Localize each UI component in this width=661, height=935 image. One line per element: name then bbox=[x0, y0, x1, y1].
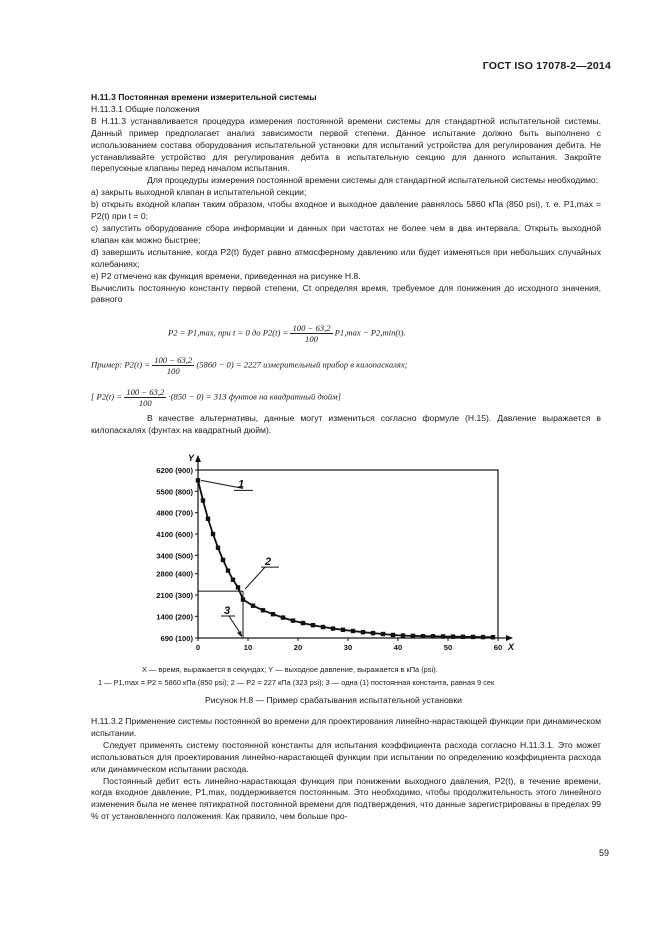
data-point bbox=[211, 532, 215, 536]
data-point bbox=[321, 625, 325, 629]
formula-2-left: P2(t) = bbox=[124, 359, 151, 370]
x-tick-label: 30 bbox=[343, 643, 353, 652]
paragraph-1: В H.11.3 устанавливается процедура измерения постоянной времени системы для стандартной испытательной системы. Данный пример предполагает анализ зависимости первой степени. Данное испытание должно быть выполнено с использованием состава оборудования испытательной установки для испытаний устройства для регулирования дебита. Не устанавливайте устройство для регулирования дебита в испытательную секцию для данного испытания. Закройте перепускные клапаны перед началом испытания. bbox=[91, 115, 601, 174]
formula-2-denominator: 100 bbox=[166, 366, 180, 376]
series-line bbox=[198, 480, 493, 637]
y-tick-label: 2800 (400) bbox=[156, 569, 193, 579]
formula-2-right: (5860 − 0) = 2227 bbox=[196, 359, 261, 370]
y-tick-label: 4800 (700) bbox=[156, 508, 193, 518]
data-point bbox=[441, 634, 445, 638]
figure-title: Рисунок H.8 — Пример срабатывания испытательной установки bbox=[205, 695, 462, 705]
data-point bbox=[261, 608, 265, 612]
figure-caption-2: 1 — P1,max = P2 = 5860 кПа (850 psi); 2 — P2 = 227 кПа (323 psi); 3 — одна (1) постоянная константа, равная 9 сек bbox=[98, 678, 495, 687]
data-point bbox=[461, 635, 465, 639]
chart-annotations bbox=[198, 478, 279, 638]
x-tick-label: 40 bbox=[393, 643, 403, 652]
y-tick-label: 4100 (600) bbox=[156, 530, 193, 540]
x-tick-label: 50 bbox=[443, 643, 453, 652]
data-point bbox=[391, 633, 395, 637]
data-point bbox=[231, 578, 235, 582]
formula-3-denominator: 100 bbox=[138, 398, 152, 408]
x-tick-label: 10 bbox=[243, 643, 253, 652]
data-point bbox=[421, 634, 425, 638]
formula-3-note: фунтов на квадратный дюйм] bbox=[228, 391, 341, 402]
formula-2-fraction bbox=[152, 355, 194, 376]
section-title: H.11.3 Постоянная времени измерительной системы bbox=[91, 92, 317, 102]
section-2-paragraph-2: Следует применять систему постоянной константы для испытания коэффициента расхода согласно H.11.3.1. Это может использоваться для проектирования линейно-нарастающей функции при испытании по определению коэффициента расхода или динамическом испытании расхода. bbox=[91, 739, 601, 774]
x-tick-label: 20 bbox=[293, 643, 303, 652]
annotation-1-label: 1 bbox=[238, 478, 245, 491]
x-axis-label: X bbox=[508, 642, 515, 652]
data-point bbox=[236, 585, 240, 589]
data-point bbox=[271, 612, 275, 616]
annotation-3-label: 3 bbox=[224, 605, 231, 617]
x-tick-label: 60 bbox=[493, 643, 503, 652]
section-subtitle: H.11.3.1 Общие положения bbox=[91, 103, 200, 114]
y-axis-arrow-head bbox=[195, 455, 201, 462]
y-axis-label: Y bbox=[188, 453, 195, 463]
y-tick-label: 3400 (500) bbox=[156, 551, 193, 561]
formula-3-right: ·(850 − 0) = 313 bbox=[168, 391, 227, 402]
data-point bbox=[311, 623, 315, 627]
annotation-3-arrowhead bbox=[237, 631, 242, 637]
data-point bbox=[221, 558, 225, 562]
data-point bbox=[411, 634, 415, 638]
pressure-time-chart bbox=[130, 448, 520, 663]
data-point bbox=[371, 631, 375, 635]
annotation-1-leader bbox=[201, 478, 245, 491]
section-2-body bbox=[91, 716, 601, 823]
data-point bbox=[291, 618, 295, 622]
formula-1 bbox=[168, 323, 406, 344]
list-item-a: a) закрыть выходной клапан в испытательной секции; bbox=[91, 187, 307, 198]
data-point bbox=[381, 632, 385, 636]
formula-1-numerator: 100 − 63,2 bbox=[292, 323, 331, 333]
formula-1-fraction bbox=[290, 323, 332, 344]
data-point bbox=[251, 603, 255, 607]
page-number: 59 bbox=[598, 848, 609, 858]
data-point bbox=[201, 498, 205, 502]
standard-header: ГОСТ ISO 17078-2—2014 bbox=[482, 60, 611, 72]
data-point bbox=[281, 615, 285, 619]
annotation-2-label: 2 bbox=[265, 556, 272, 569]
paragraph-2: Для процедуры измерения постоянной времени системы для стандартной испытательной системы необходимо: bbox=[147, 175, 599, 186]
data-point bbox=[196, 478, 200, 482]
paragraph-3: Вычислить постоянную константу первой степени, Ct определяя время, требуемое для понижения до исходного значения, равного bbox=[91, 282, 601, 305]
formula-2-note: измерительный прибор в килопаскалях; bbox=[263, 359, 408, 370]
paragraph-4: В качестве альтернативы, данные могут измениться согласно формуле (H.15). Давление выражается в килопаскалях (фунтах на квадратный дюйм). bbox=[91, 413, 601, 435]
data-point bbox=[431, 634, 435, 638]
data-point bbox=[401, 633, 405, 637]
chart-series bbox=[196, 478, 495, 639]
data-point bbox=[331, 626, 335, 630]
data-point bbox=[361, 630, 365, 634]
y-tick-label: 690 (100) bbox=[160, 634, 193, 643]
formula-2 bbox=[91, 355, 408, 376]
y-tick-label: 1400 (200) bbox=[156, 612, 193, 622]
annotation-2-leader bbox=[245, 567, 265, 589]
data-point bbox=[206, 517, 210, 521]
y-tick-label: 2100 (300) bbox=[156, 591, 193, 601]
y-tick-label: 6200 (900) bbox=[156, 466, 193, 475]
formula-3 bbox=[91, 387, 341, 408]
formula-2-numerator: 100 − 63,2 bbox=[154, 355, 193, 365]
data-point bbox=[341, 628, 345, 632]
formula-1-right: P1,max − P2,min(t). bbox=[334, 327, 406, 338]
section-2-paragraph-3: Постоянный дебит есть линейно-нарастающая функция при понижении выходного давления, P2(t), в течение времени, когда входное давление, P1,max, поддерживается постоянным. Это необходимо, чтобы продолжительность этого линейного изменения была не менее пятикратной постоянной времени для подтверждения, что данные зарегистрированы в пределах 99 % от установленного положения. Как правило, чем больше про- bbox=[91, 775, 601, 822]
formula-3-fraction bbox=[124, 387, 166, 408]
section-2-paragraph-1: H.11.3.2 Применение системы постоянной во времени для проектирования линейно-нарастающей функции при динамическом испытании. bbox=[91, 716, 601, 738]
data-point bbox=[471, 635, 475, 639]
data-point bbox=[491, 635, 495, 639]
paragraph-4-block bbox=[91, 413, 601, 437]
formula-1-denominator: 100 bbox=[305, 334, 318, 344]
data-point bbox=[301, 621, 305, 625]
data-point bbox=[226, 568, 230, 572]
data-point bbox=[351, 629, 355, 633]
x-tick-label: 0 bbox=[195, 643, 201, 652]
figure-caption-1: X — время, выражается в секундах; Y — выходное давление, выражается в кПа (psi). bbox=[142, 665, 438, 674]
list-item-b: b) открыть входной клапан таким образом, чтобы входное и выходное давление равнялось 5860 кПа (850 psi), т. е. P1,max = P2(t) при t = 0; bbox=[91, 199, 601, 222]
list-item-e: e) P2 отмечено как функция времени, приведенная на рисунке H.8. bbox=[91, 270, 361, 281]
y-tick-label: 5500 (800) bbox=[156, 487, 193, 497]
formula-3-numerator: 100 − 63,2 bbox=[126, 387, 165, 397]
formula-1-left: P2 = P1,max, при t = 0 до P2(t) = bbox=[168, 327, 289, 338]
chart-ticks bbox=[156, 466, 502, 652]
list-item-c: c) запустить оборудование сбора информации и данных при частотах не более чем в два интервала. Открыть выходной клапан как можно быстрее; bbox=[91, 222, 601, 245]
x-axis-arrow-head bbox=[506, 635, 513, 641]
data-point bbox=[481, 635, 485, 639]
section-body bbox=[91, 92, 601, 306]
formula-3-left: [ P2(t) = bbox=[91, 391, 123, 402]
formula-2-label: Пример: bbox=[91, 359, 123, 370]
data-point bbox=[451, 634, 455, 638]
data-point bbox=[216, 546, 220, 550]
list-item-d: d) завершить испытание, когда P2(t) будет равно атмосферному давлению или будет изменяться при небольших случайных колебаниях; bbox=[91, 246, 601, 269]
